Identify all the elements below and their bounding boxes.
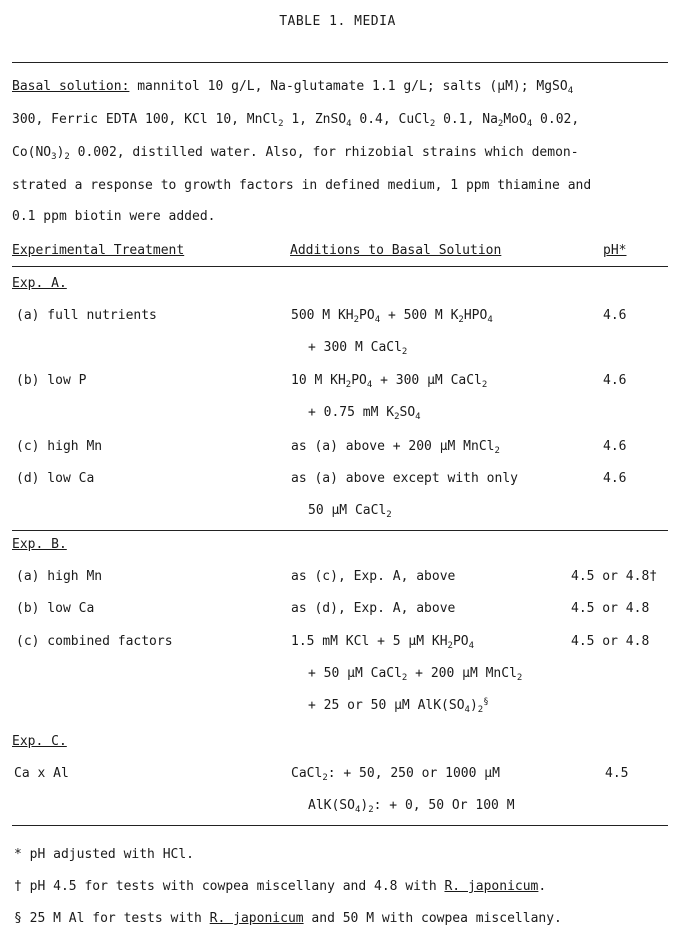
text: 500 M KH (291, 308, 354, 323)
footnote-2 (14, 879, 546, 894)
text: † pH 4.5 for tests with cowpea miscellany and 4.8 with (14, 879, 445, 894)
exp-b-row-c-additions-3 (308, 698, 489, 713)
exp-a-row-a-treatment: (a) full nutrients (16, 308, 157, 323)
exp-a-label: Exp. A. (12, 276, 67, 291)
footnote-mark: § (483, 697, 489, 707)
sub: 2 (322, 773, 328, 783)
exp-b-row-a-ph: 4.5 or 4.8† (571, 569, 658, 584)
sub: 2 (481, 380, 488, 390)
species-name: R. japonicum (444, 879, 539, 894)
text: + 300 M CaCl (308, 340, 402, 355)
basal-text: ) (56, 145, 65, 160)
text: + 200 µM MnCl (407, 666, 517, 681)
basal-text: 0.002, distilled water. Also, for rhizobial strains which demon- (69, 145, 579, 160)
basal-line-3 (12, 145, 579, 162)
exp-a-row-b-treatment: (b) low P (16, 373, 87, 388)
text: as (a) above + 200 µM MnCl (291, 439, 495, 454)
basal-line-1 (12, 79, 574, 96)
sub: 4 (374, 315, 381, 325)
basal-line-4: strated a response to growth factors in defined medium, 1 ppm thiamine and (12, 178, 592, 193)
footnote-3 (14, 911, 562, 926)
text: § 25 M Al for tests with (14, 911, 210, 926)
basal-text-1: mannitol 10 g/L, Na-glutamate 1.1 g/L; salts (µM); MgSO (137, 79, 568, 94)
exp-a-row-c-ph: 4.6 (603, 439, 627, 454)
sub: 2 (368, 805, 374, 815)
basal-label: Basal solution: (12, 79, 130, 94)
sub: 2 (394, 412, 400, 422)
header-ph: pH* (603, 243, 627, 258)
text: 50 µM CaCl (308, 503, 387, 518)
exp-b-row-b-additions: as (d), Exp. A, above (291, 601, 456, 616)
basal-line-2 (12, 112, 580, 129)
text: . (538, 879, 547, 894)
basal-text: 0.4, CuCl (351, 112, 430, 127)
exp-a-row-b-additions (291, 373, 487, 388)
sub: 2 (516, 673, 523, 683)
sub: 2 (345, 380, 352, 390)
exp-c-label: Exp. C. (12, 734, 67, 749)
text: 10 M KH (291, 373, 346, 388)
text: + 300 µM CaCl (372, 373, 482, 388)
sub: 4 (354, 805, 361, 815)
sub: 2 (497, 119, 504, 129)
exp-b-row-a-additions: as (c), Exp. A, above (291, 569, 456, 584)
text: + 500 M K (380, 308, 459, 323)
sub: 4 (526, 119, 533, 129)
sub: 4 (468, 641, 475, 651)
sub: 2 (64, 152, 70, 162)
text: PO (452, 634, 469, 649)
basal-line-5: 0.1 ppm biotin were added. (12, 209, 216, 224)
text: CaCl (291, 766, 323, 781)
text: PO (359, 308, 375, 323)
sub: 4 (464, 705, 470, 715)
exp-b-row-c-additions (291, 634, 474, 649)
sub: 2 (494, 446, 500, 456)
exp-a-row-c-treatment: (c) high Mn (16, 439, 103, 454)
sub: 4 (567, 86, 574, 96)
text: SO (399, 405, 416, 420)
basal-text: MoO (503, 112, 527, 127)
sub: 2 (401, 673, 408, 683)
top-rule (12, 62, 668, 63)
table-title: TABLE 1. MEDIA (279, 14, 396, 29)
exp-c-additions (291, 766, 500, 781)
text: PO (351, 373, 367, 388)
text: + 25 or 50 µM AlK(SO (308, 698, 465, 713)
sub: 2 (429, 119, 436, 129)
exp-a-row-c-additions (291, 439, 500, 454)
text: : + 0, 50 Or 100 M (373, 798, 515, 813)
exp-c-ph: 4.5 (605, 766, 629, 781)
sub: 2 (458, 315, 464, 325)
text: ) (469, 698, 478, 713)
sub: 2 (447, 641, 453, 651)
sub: 4 (415, 412, 421, 422)
sub: 2 (477, 705, 484, 715)
text: : + 50, 250 or 1000 µM (327, 766, 500, 781)
basal-text: 0.02, (532, 112, 580, 127)
footnote-1: * pH adjusted with HCl. (14, 847, 195, 862)
sub: 2 (386, 510, 392, 520)
header-treatment: Experimental Treatment (12, 243, 185, 258)
basal-text: 0.1, Na (435, 112, 498, 127)
text: 1.5 mM KCl + 5 µM KH (291, 634, 448, 649)
text: + 50 µM CaCl (308, 666, 402, 681)
exp-a-row-d-ph: 4.6 (603, 471, 627, 486)
sub: 2 (278, 119, 284, 129)
sub: 4 (366, 380, 373, 390)
exp-b-row-a-treatment: (a) high Mn (16, 569, 103, 584)
basal-text: 1, ZnSO (283, 112, 347, 127)
basal-text: Co(NO (12, 145, 52, 160)
text: and 50 M with cowpea miscellany. (303, 911, 562, 926)
exp-a-row-b-additions-2 (308, 405, 421, 420)
exp-b-row-c-ph: 4.5 or 4.8 (571, 634, 650, 649)
exp-b-row-b-treatment: (b) low Ca (16, 601, 95, 616)
header-rule (12, 266, 668, 267)
text: ) (360, 798, 369, 813)
exp-a-rule (12, 530, 668, 531)
exp-c-additions-2 (308, 798, 515, 813)
header-additions: Additions to Basal Solution (290, 243, 502, 258)
exp-a-row-d-additions: as (a) above except with only (291, 471, 518, 486)
exp-a-row-a-additions-2 (308, 340, 407, 355)
exp-c-treatment: Ca x Al (14, 766, 69, 781)
species-name: R. japonicum (209, 911, 304, 926)
exp-a-row-d-treatment: (d) low Ca (16, 471, 95, 486)
sub: 2 (401, 347, 408, 357)
exp-b-row-c-treatment: (c) combined factors (16, 634, 173, 649)
exp-a-row-a-ph: 4.6 (603, 308, 627, 323)
text: AlK(SO (308, 798, 355, 813)
exp-b-row-c-additions-2 (308, 666, 522, 681)
sub: 3 (51, 152, 57, 162)
bottom-rule (12, 825, 668, 826)
exp-a-row-b-ph: 4.6 (603, 373, 627, 388)
exp-b-label: Exp. B. (12, 537, 67, 552)
sub: 2 (353, 315, 360, 325)
text: + 0.75 mM K (308, 405, 395, 420)
text: HPO (463, 308, 488, 323)
exp-a-row-d-additions-2 (308, 503, 392, 518)
basal-text: 300, Ferric EDTA 100, KCl 10, MnCl (12, 112, 279, 127)
sub: 4 (487, 315, 493, 325)
exp-b-row-b-ph: 4.5 or 4.8 (571, 601, 650, 616)
exp-a-row-a-additions (291, 308, 493, 323)
sub: 4 (346, 119, 352, 129)
